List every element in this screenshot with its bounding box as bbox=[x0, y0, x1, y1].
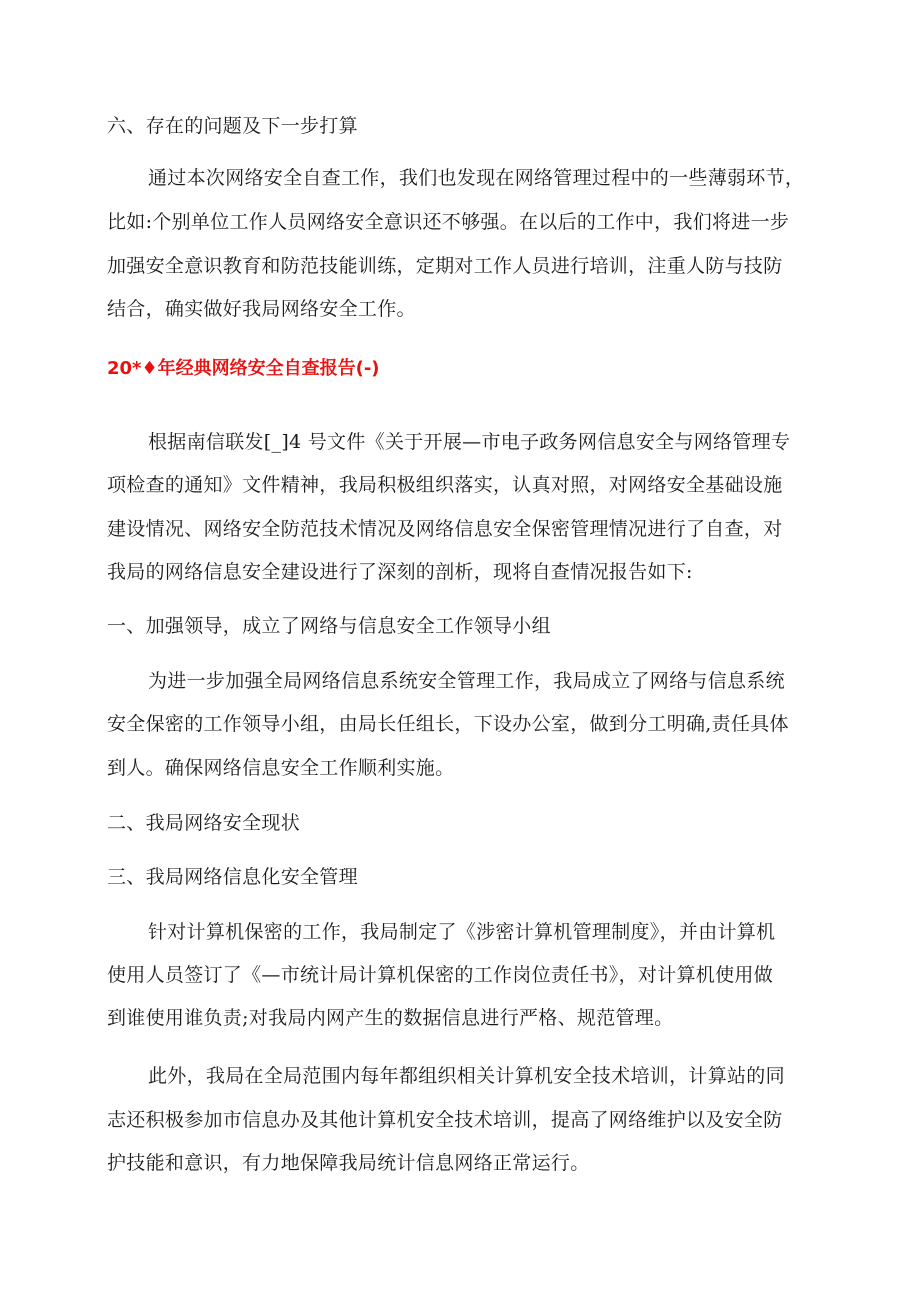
paragraph-line: 我局的网络信息安全建设进行了深刻的剖析，现将自查情况报告如下: bbox=[107, 561, 693, 583]
section-1-heading: 一、加强领导，成立了网络与信息安全工作领导小组 bbox=[107, 615, 551, 637]
paragraph-line: 项检查的通知》文件精神，我局积极组织落实，认真对照，对网络安全基础设施 bbox=[107, 474, 783, 496]
paragraph-line: 比如:个别单位工作人员网络安全意识还不够强。在以后的工作中，我们将进一步 bbox=[107, 211, 790, 233]
section-3-heading: 三、我局网络信息化安全管理 bbox=[107, 866, 358, 888]
paragraph-line: 此外，我局在全局范围内每年都组织相关计算机安全技术培训，计算站的同 bbox=[148, 1065, 785, 1087]
section-2-heading: 二、我局网络安全现状 bbox=[107, 812, 301, 834]
paragraph-line: 到人。确保网络信息安全工作顺利实施。 bbox=[107, 757, 455, 779]
paragraph-line: 建设情况、网络安全防范技术情况及网络信息安全保密管理情况进行了自查，对 bbox=[107, 518, 783, 540]
paragraph-line: 护技能和意识，有力地保障我局统计信息网络正常运行。 bbox=[107, 1152, 590, 1174]
paragraph-line: 志还积极参加市信息办及其他计算机安全技术培训，提高了网络维护以及安全防 bbox=[107, 1109, 783, 1131]
paragraph-line: 加强安全意识教育和防范技能训练，定期对工作人员进行培训，注重人防与技防 bbox=[107, 255, 783, 277]
paragraph-line: 针对计算机保密的工作，我局制定了《涉密计算机管理制度》，并由计算机 bbox=[148, 921, 776, 943]
paragraph-line: 为进一步加强全局网络信息系统安全管理工作，我局成立了网络与信息系统 bbox=[148, 670, 785, 692]
paragraph-line: 使用人员签订了《—市统计局计算机保密的工作岗位责任书》，对计算机使用做 bbox=[107, 964, 774, 986]
paragraph-line: 安全保密的工作领导小组，由局长任组长，下设办公室，做到分工明确,责任具体 bbox=[107, 713, 789, 735]
section-6-heading: 六、存在的问题及下一步打算 bbox=[107, 115, 358, 137]
report-title: 20*♦年经典网络安全自查报告(-) bbox=[107, 358, 380, 379]
paragraph-line: 结合，确实做好我局网络安全工作。 bbox=[107, 298, 416, 320]
paragraph-line: 通过本次网络安全自查工作，我们也发现在网络管理过程中的一些薄弱环节， bbox=[148, 167, 805, 189]
paragraph-line: 根据南信联发[_]4 号文件《关于开展—市电子政务网信息安全与网络管理专 bbox=[148, 431, 791, 453]
paragraph-line: 到谁使用谁负责;对我局内网产生的数据信息进行严格、规范管理。 bbox=[107, 1007, 674, 1029]
